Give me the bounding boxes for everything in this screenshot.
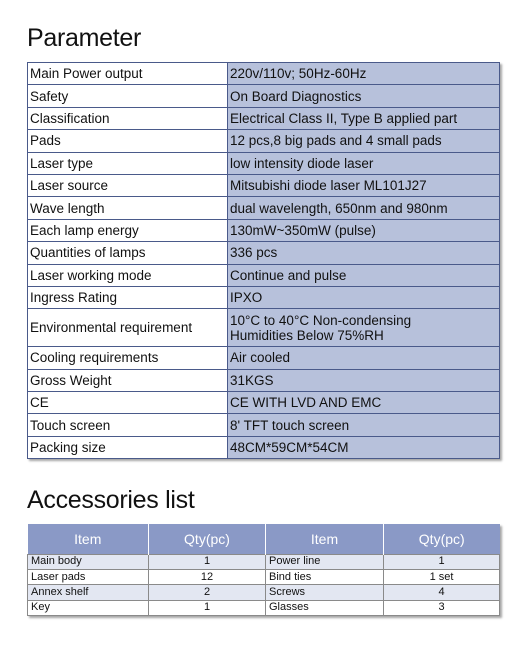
parameter-key: Quantities of lamps [28, 242, 228, 264]
parameter-key: Environmental requirement [28, 309, 228, 347]
parameter-key: Cooling requirements [28, 347, 228, 369]
parameter-value-line: 12 pcs,8 big pads and 4 small pads [230, 133, 442, 149]
parameter-row [28, 436, 500, 458]
accessories-row [28, 600, 500, 615]
parameter-key: CE [28, 392, 228, 414]
parameter-value-line: 48CM*59CM*54CM [230, 440, 349, 456]
accessory-qty: 12 [149, 569, 266, 584]
parameter-key: Laser working mode [28, 264, 228, 286]
parameter-title: Parameter [27, 24, 142, 52]
accessories-title: Accessories list [27, 486, 195, 514]
parameter-value-line: 10°C to 40°C Non-condensing [230, 312, 412, 328]
parameter-table [27, 62, 500, 459]
accessory-qty: 1 set [384, 569, 500, 584]
parameter-key: Gross Weight [28, 369, 228, 391]
parameter-value [228, 436, 500, 458]
parameter-value-line: dual wavelength, 650nm and 980nm [230, 200, 448, 216]
parameter-value [228, 392, 500, 414]
accessory-item: Glasses [266, 600, 384, 615]
parameter-value-line: 31KGS [230, 372, 274, 388]
parameter-key: Laser type [28, 152, 228, 174]
parameter-row [28, 414, 500, 436]
accessory-item: Power line [266, 554, 384, 569]
accessory-qty: 1 [384, 554, 500, 569]
parameter-row [28, 174, 500, 196]
header-qty: Qty(pc) [149, 524, 266, 554]
parameter-key: Pads [28, 130, 228, 152]
parameter-value [228, 347, 500, 369]
parameter-row [28, 63, 500, 85]
accessory-qty: 4 [384, 585, 500, 600]
accessories-header-row [28, 524, 500, 554]
header-item: Item [266, 524, 384, 554]
header-item: Item [28, 524, 149, 554]
parameter-value-line: 130mW~350mW (pulse) [230, 222, 376, 238]
accessory-item: Bind ties [266, 569, 384, 584]
parameter-row [28, 107, 500, 129]
parameter-value-line: 220v/110v; 50Hz-60Hz [230, 66, 367, 82]
parameter-value-line: CE WITH LVD AND EMC [230, 395, 382, 411]
parameter-value-line: 336 pcs [230, 245, 278, 261]
parameter-value-line: On Board Diagnostics [230, 88, 362, 104]
parameter-row [28, 347, 500, 369]
parameter-key: Touch screen [28, 414, 228, 436]
accessory-qty: 2 [149, 585, 266, 600]
accessory-qty: 1 [149, 554, 266, 569]
header-qty: Qty(pc) [384, 524, 500, 554]
parameter-value [228, 130, 500, 152]
parameter-value-line: Mitsubishi diode laser ML101J27 [230, 178, 427, 194]
parameter-value-line: Air cooled [230, 350, 291, 366]
parameter-value-line: 8' TFT touch screen [230, 417, 350, 433]
accessories-row [28, 569, 500, 584]
parameter-key: Classification [28, 107, 228, 129]
parameter-value [228, 219, 500, 241]
parameter-row [28, 85, 500, 107]
parameter-value [228, 107, 500, 129]
parameter-value-line: Electrical Class II, Type B applied part [230, 110, 458, 126]
parameter-value [228, 63, 500, 85]
parameter-key: Laser source [28, 174, 228, 196]
accessory-item: Key [28, 600, 149, 615]
parameter-row [28, 242, 500, 264]
accessory-qty: 1 [149, 600, 266, 615]
accessory-item: Screws [266, 585, 384, 600]
parameter-row [28, 197, 500, 219]
parameter-row [28, 219, 500, 241]
parameter-value [228, 174, 500, 196]
parameter-value [228, 286, 500, 308]
parameter-value [228, 242, 500, 264]
parameter-value-line: IPXO [230, 290, 263, 306]
parameter-row [28, 369, 500, 391]
accessory-qty: 3 [384, 600, 500, 615]
parameter-key: Packing size [28, 436, 228, 458]
accessories-table [27, 524, 500, 616]
parameter-value [228, 264, 500, 286]
parameter-value [228, 309, 500, 347]
parameter-value [228, 152, 500, 174]
parameter-row [28, 309, 500, 347]
parameter-key: Wave length [28, 197, 228, 219]
accessory-item: Laser pads [28, 569, 149, 584]
accessory-item: Annex shelf [28, 585, 149, 600]
parameter-value [228, 197, 500, 219]
parameter-row [28, 130, 500, 152]
accessory-item: Main body [28, 554, 149, 569]
parameter-row [28, 152, 500, 174]
accessories-row [28, 554, 500, 569]
parameter-row [28, 392, 500, 414]
parameter-value [228, 369, 500, 391]
parameter-value [228, 85, 500, 107]
parameter-key: Ingress Rating [28, 286, 228, 308]
parameter-value-line: Continue and pulse [230, 267, 347, 283]
parameter-value-line: Humidities Below 75%RH [230, 327, 384, 343]
accessories-row [28, 585, 500, 600]
parameter-row [28, 264, 500, 286]
parameter-value-line: low intensity diode laser [230, 155, 374, 171]
parameter-key: Main Power output [28, 63, 228, 85]
parameter-key: Each lamp energy [28, 219, 228, 241]
parameter-row [28, 286, 500, 308]
parameter-value [228, 414, 500, 436]
parameter-key: Safety [28, 85, 228, 107]
